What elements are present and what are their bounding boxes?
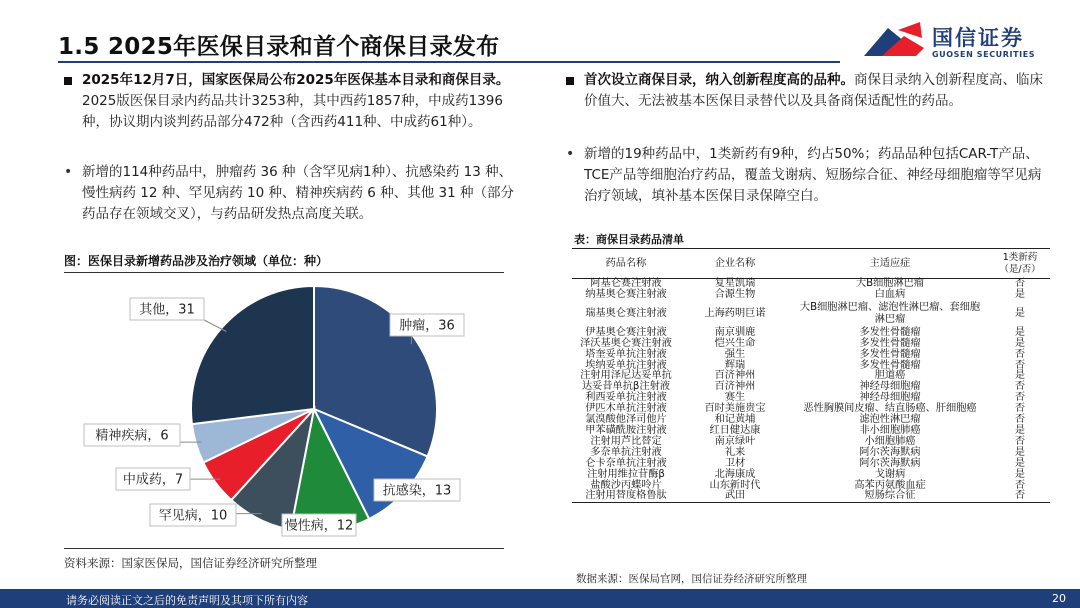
class1-cell: 否 [1014,348,1026,360]
left-p1-bold: 2025年12月7日，国家医保局公布2025年医保基本目录和商保目录。 [82,72,510,88]
pie-chart [64,274,504,546]
class1-cell: 否 [1014,435,1026,447]
indication-cell: 多发性骨髓瘤 [859,337,921,349]
drug-name-cell: 瑞基奥仑赛注射液 [585,308,667,320]
class1-cell: 否 [1014,381,1026,393]
table-row [572,459,1050,470]
pie-label-2: 慢性病，12 [284,518,354,534]
indication-cell: 大B细胞淋巴瘤 [855,278,925,289]
drug-name-cell: 纳基奥仑赛注射液 [585,288,667,300]
company-cell: 南京驯鹿 [714,326,756,338]
indication-cell: 阿尔茨海默病 [859,446,921,458]
company-cell: 武田 [680,491,790,502]
bullet-square [64,77,72,85]
indication-cell: 非小细胞肺癌 [859,424,921,436]
class1-cell: 是 [1014,468,1026,480]
class1-cell: 是 [1014,326,1026,338]
class1-cell: 是 [1014,337,1026,349]
drug-name-cell: 达妥昔单抗β注射液 [581,381,670,393]
figure-top-rule [64,272,504,273]
indication-cell: 多发性骨髓瘤 [859,326,921,338]
right-p1-bold: 首次设立商保目录，纳入创新程度高的品种。 [584,72,854,88]
table-row [572,290,1050,301]
company-cell: 百济神州 [714,381,756,393]
indication-cell: 戈谢病 [874,468,906,480]
indication-cell: 多发性骨髓瘤 [859,359,921,371]
pie-label-6: 其他，31 [139,302,195,318]
indication-cell: 胆道癌 [874,370,906,382]
indication-cell: 多发性骨髓瘤 [859,348,921,360]
figure-source: 资料来源：国家医保局，国信证券经济研究所整理 [64,556,317,570]
class1-cell: 是 [1014,308,1026,320]
table-row [572,350,1050,361]
left-paragraph-2: 新增的114种药品中，肿瘤药 36 种（含罕见病1种）、抗感染药 13 种、慢性病药 12 种、罕见病药 10 种、精神疾病药 6 种、其他 31 种（部分药品存在领域交叉），与药品研发热点高度关联。 [82,164,514,222]
class1-cell: 是 [1014,370,1026,382]
pie-label-3: 罕见病，10 [158,508,228,524]
drug-name-cell: 多奈单抗注射液 [590,446,662,458]
drug-name-cell: 埃纳妥单抗注射液 [585,359,667,371]
drug-name-cell: 注射用维拉苷酶β [587,468,665,480]
drug-name-cell: 注射用芦比替定 [590,435,662,447]
footer-disclaimer: 请务必阅读正文之后的免责声明及其项下所有内容 [66,594,308,607]
table-row [572,491,1050,502]
right-p1-rest: 商保目录纳入创新程度高、临床价值大、无法被基本医保目录替代以及具备商保适配性的药品。 [584,72,1043,109]
indication-cell: 神经母细胞瘤 [859,392,921,404]
drug-name-cell: 利西妥单抗注射液 [585,392,667,404]
page-title: 1.5 2025年医保目录和首个商保目录发布 [58,34,500,60]
header-company: 企业名称 [680,249,790,279]
pie-label-5: 精神疾病，6 [95,428,169,444]
company-cell: 红日健达康 [709,424,761,436]
table-row [572,339,1050,350]
indication-cell: 白血病 [874,288,906,300]
figure-bottom-rule [64,548,504,549]
drug-name-cell: 盐酸沙丙蝶呤片 [590,479,662,491]
company-cell: 南京绿叶 [714,435,756,447]
drug-name-cell: 仑卡奈单抗注射液 [585,457,667,469]
drug-name-cell: 甲苯磺酰胺注射液 [585,424,667,436]
left-paragraph-1 [82,70,522,133]
company-cell: 北海康成 [714,468,756,480]
bullet-square [566,77,574,85]
table-title: 表：商保目录药品清单 [574,233,684,246]
indication-cell: 大B细胞淋巴瘤、滤泡性淋巴瘤、套细胞淋巴瘤 [799,301,981,326]
class1-cell: 否 [1014,359,1026,371]
drug-name-cell: 伊基奥仑赛注射液 [585,326,667,338]
drug-name-cell: 注射用替度格鲁肽 [572,491,680,502]
class1-cell: 否 [1014,414,1026,426]
indication-cell: 短肠综合征 [790,491,990,502]
indication-cell: 恶性胸膜间皮瘤、结直肠癌、肝细胞癌 [803,403,977,415]
logo-chinese-name: 国信证券 [932,26,1024,50]
company-cell: 合源生物 [714,288,756,300]
company-cell: 强生 [724,348,746,360]
indication-cell: 滤泡性淋巴瘤 [859,414,921,426]
drug-name-cell: 伊匹木单抗注射液 [585,403,667,415]
class1-cell: 是 [1014,446,1026,458]
class1-cell: 否 [1014,403,1026,415]
company-cell: 恺兴生命 [714,337,756,349]
class1-cell: 是 [1014,288,1026,300]
table-body [572,279,1050,503]
pie-label-0: 肿瘤，36 [399,318,455,334]
table-header-row [572,249,1050,279]
company-cell: 卫材 [724,457,746,469]
table-row [572,470,1050,481]
company-cell: 礼来 [724,446,746,458]
indication-cell: 神经母细胞瘤 [859,381,921,393]
company-cell: 山东新时代 [709,479,761,491]
company-cell: 上海药明巨诺 [704,308,766,320]
page-number: 20 [1052,592,1066,605]
class1-cell: 否 [990,491,1050,502]
logo-english-name: GUOSEN SECURITIES [932,50,1036,59]
drug-name-cell: 泽沃基奥仑赛注射液 [580,337,672,349]
company-cell: 赛生 [724,392,746,404]
drug-name-cell: 阿基仑赛注射液 [590,278,662,289]
company-cell: 复星凯瑞 [714,278,756,289]
company-cell: 和记黄埔 [714,414,756,426]
class1-cell: 否 [1014,392,1026,404]
header-class1-new-drug: 1类新药（是/否） [990,249,1050,279]
company-cell: 百济神州 [714,370,756,382]
header-indication: 主适应症 [790,249,990,279]
indication-cell: 阿尔茨海默病 [859,457,921,469]
class1-cell: 是 [1014,424,1026,436]
title-underline [58,61,840,63]
table-source: 数据来源：医保局官网，国信证券经济研究所整理 [576,573,807,585]
pie-label-1: 抗感染，13 [382,483,452,499]
drug-name-cell: 氯溴酸他泽司他片 [585,414,667,426]
class1-cell: 是 [1014,457,1026,469]
pie-slice-6 [191,286,314,424]
header-drug-name: 药品名称 [572,249,680,279]
drug-name-cell: 注射用泽尼达妥单抗 [580,370,672,382]
right-paragraph-1 [584,70,1054,112]
right-paragraph-2: 新增的19种药品中，1类新药有9种，约占50%；药品品种包括CAR-T产品、TCE产品等细胞治疗药品，覆盖戈谢病、短肠综合征、神经母细胞瘤等罕见病治疗领域，填补基本医保目录保障空白。 [584,146,1042,204]
pie-label-4: 中成药，7 [122,472,184,488]
bullet-dot: • [566,146,575,162]
class1-cell: 否 [1014,278,1026,289]
company-cell: 百时美施贵宝 [704,403,766,415]
class1-cell: 否 [1014,479,1026,491]
company-cell: 辉瑞 [724,359,746,371]
left-p1-rest: 2025版医保目录内药品共计3253种，其中西药1857种，中成药1396种，协议期内谈判药品部分472种（含西药411种、中成药61种）。 [82,93,503,130]
drug-list-table [572,248,1050,503]
indication-cell: 小细胞肺癌 [864,435,916,447]
table-row [572,301,1050,328]
indication-cell: 高苯丙氨酸血症 [854,479,926,491]
drug-name-cell: 塔奎妥单抗注射液 [585,348,667,360]
bullet-dot: • [64,164,73,180]
figure-title: 图：医保目录新增药品涉及治疗领域（单位：种） [64,254,329,268]
